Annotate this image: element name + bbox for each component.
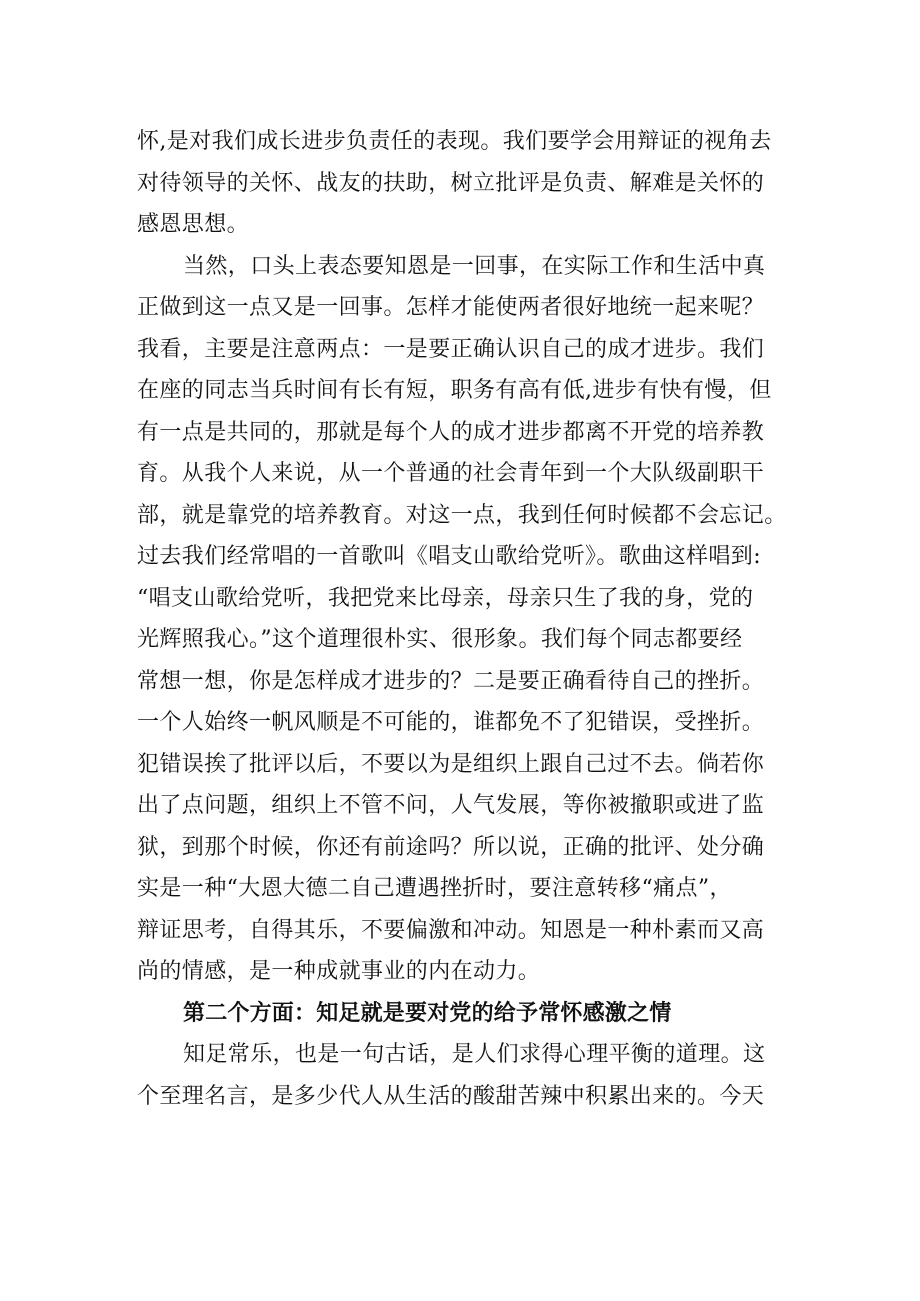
text-line: 怀,是对我们成长进步负责任的表现。我们要学会用辩证的视角去 — [137, 129, 772, 154]
text-line: 狱，到那个时候，你还有前途吗？所以说，正确的批评、处分确 — [137, 834, 765, 860]
text-line: 光辉照我心。”这个道理很朴实、很形象。我们每个同志都要经 — [137, 627, 743, 652]
text-line: 育。从我个人来说，从一个普通的社会青年到一个大队级副职干 — [137, 461, 765, 486]
text-line: 对待领导的关怀、战友的扶助，树立批评是负责、解难是关怀的 — [137, 170, 765, 196]
text-line: 尚的情感，是一种成就事业的内在动力。 — [137, 959, 541, 984]
text-line: 出了点问题，组织上不管不问，人气发展，等你被撤职或进了监 — [137, 793, 765, 818]
text-line: 一个人始终一帆风顺是不可能的，谁都免不了犯错误，受挫折。 — [137, 710, 765, 735]
text-line: 过去我们经常唱的一首歌叫《唱支山歌给党听》。歌曲这样唱到: — [137, 544, 762, 569]
text-line: 个至理名言，是多少代人从生活的酸甜苦辣中积累出来的。今天 — [137, 1083, 765, 1109]
text-line: 辩证思考，自得其乐，不要偏激和冲动。知恩是一种朴素而又高 — [137, 917, 765, 943]
text-line: 我看，主要是注意两点：一是要正确认识自己的成才进步。我们 — [137, 336, 765, 362]
body-text — [137, 121, 797, 1117]
text-line: 常想一想，你是怎样成才进步的？二是要正确看待自己的挫折。 — [137, 668, 765, 694]
text-line: 有一点是共同的，那就是每个人的成才进步都离不开党的培养教 — [137, 419, 765, 445]
text-line: 感恩思想。 — [137, 212, 250, 237]
text-line: 在座的同志当兵时间有长有短，职务有高有低,进步有快有慢，但 — [137, 378, 772, 403]
text-line: 部，就是靠党的培养教育。对这一点，我到任何时候都不会忘记。 — [137, 502, 787, 528]
text-line: “唱支山歌给党听，我把党来比母亲，母亲只生了我的身，党的 — [137, 585, 754, 611]
text-line: 正做到这一点又是一回事。怎样才能使两者很好地统一起来呢？ — [137, 295, 765, 320]
paragraph-start-line: 当然，口头上表态要知恩是一回事，在实际工作和生活中真 — [183, 253, 766, 279]
text-line: 实是一种“大恩大德二自己遭遇挫折时，要注意转移“痛点”， — [137, 876, 732, 901]
text-line: 犯错误挨了批评以后，不要以为是组织上跟自己过不去。倘若你 — [137, 751, 765, 777]
section-heading: 第二个方面：知足就是要对党的给予常怀感激之情 — [183, 1000, 672, 1026]
paragraph-start-line: 知足常乐，也是一句古话，是人们求得心理平衡的道理。这 — [183, 1042, 766, 1067]
